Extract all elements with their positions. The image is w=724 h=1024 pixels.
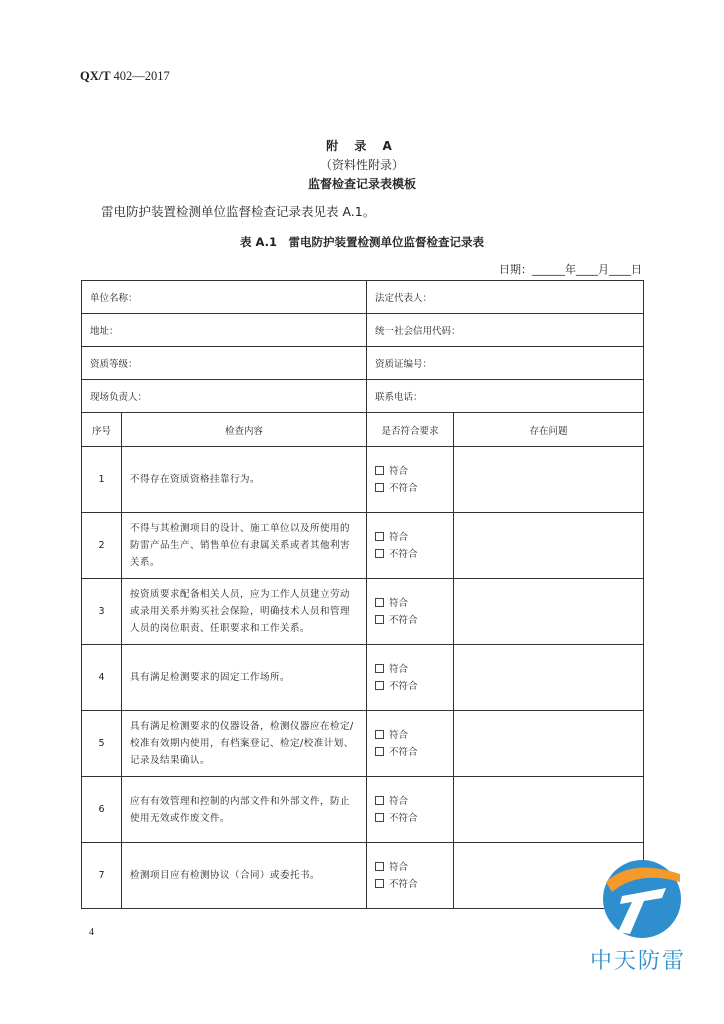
annex-title: 附 录 A (326, 139, 398, 153)
checkbox-icon[interactable] (375, 730, 384, 739)
info-cell: 单位名称： (82, 281, 367, 314)
issues-cell[interactable] (454, 447, 644, 513)
option-label: 符合 (389, 795, 409, 807)
issues-cell[interactable] (454, 777, 644, 843)
table-row (82, 579, 644, 645)
option-label: 不符合 (389, 614, 418, 626)
checkbox-icon[interactable] (375, 796, 384, 805)
option-yes[interactable] (375, 793, 453, 810)
column-header-seq: 序号 (82, 413, 122, 447)
issues-cell[interactable] (454, 645, 644, 711)
table-caption: 表 A.1 雷电防护装置检测单位监督检查记录表 (240, 235, 484, 249)
option-no[interactable] (375, 612, 453, 629)
row-content: 按资质要求配备相关人员，应为工作人员建立劳动或录用关系并购买社会保险，明确技术人员和管理人员的岗位职责、任职要求和工作关系。 (122, 579, 367, 645)
table-row (82, 447, 644, 513)
checkbox-icon[interactable] (375, 483, 384, 492)
option-no[interactable] (375, 546, 453, 563)
checkbox-icon[interactable] (375, 813, 384, 822)
intro-paragraph: 雷电防护装置检测单位监督检查记录表见表 A.1。 (101, 204, 376, 219)
column-header-issues: 存在问题 (454, 413, 644, 447)
option-label: 不符合 (389, 680, 418, 692)
row-seq: 4 (82, 645, 122, 711)
option-label: 符合 (389, 531, 409, 543)
row-seq: 3 (82, 579, 122, 645)
option-label: 符合 (389, 729, 409, 741)
row-content: 不得与其检测项目的设计、施工单位以及所使用的防雷产品生产、销售单位有隶属关系或者其他利害关系。 (122, 513, 367, 579)
option-yes[interactable] (375, 529, 453, 546)
page-number: 4 (89, 927, 94, 938)
row-seq: 5 (82, 711, 122, 777)
standard-prefix: QX/T (80, 69, 111, 83)
checkbox-icon[interactable] (375, 549, 384, 558)
option-label: 不符合 (389, 482, 418, 494)
option-no[interactable] (375, 678, 453, 695)
row-content: 应有有效管理和控制的内部文件和外部文件，防止使用无效或作废文件。 (122, 777, 367, 843)
compliance-cell (367, 579, 454, 645)
inspection-record-table (81, 280, 644, 909)
header-row (82, 413, 644, 447)
standard-number: 402—2017 (113, 69, 170, 83)
row-content: 不得存在资质资格挂靠行为。 (122, 447, 367, 513)
checkbox-icon[interactable] (375, 615, 384, 624)
row-seq: 7 (82, 843, 122, 909)
checkbox-icon[interactable] (375, 598, 384, 607)
compliance-cell (367, 777, 454, 843)
info-row (82, 380, 644, 413)
checkbox-icon[interactable] (375, 466, 384, 475)
row-content: 检测项目应有检测协议（合同）或委托书。 (122, 843, 367, 909)
info-cell: 地址： (82, 314, 367, 347)
info-row (82, 347, 644, 380)
info-cell: 联系电话： (367, 380, 644, 413)
option-no[interactable] (375, 744, 453, 761)
info-cell: 现场负责人： (82, 380, 367, 413)
date-line: 日期：______年____月____日 (499, 263, 642, 276)
info-cell: 资质证编号： (367, 347, 644, 380)
row-seq: 6 (82, 777, 122, 843)
option-no[interactable] (375, 810, 453, 827)
row-seq: 1 (82, 447, 122, 513)
row-seq: 2 (82, 513, 122, 579)
info-cell: 资质等级： (82, 347, 367, 380)
option-label: 符合 (389, 465, 409, 477)
option-yes[interactable] (375, 595, 453, 612)
compliance-cell (367, 843, 454, 909)
option-yes[interactable] (375, 661, 453, 678)
option-label: 不符合 (389, 812, 418, 824)
brand-name: 中天防雷 (590, 949, 687, 974)
option-no[interactable] (375, 876, 453, 893)
compliance-cell (367, 447, 454, 513)
option-yes[interactable] (375, 463, 453, 480)
row-content: 具有满足检测要求的仪器设备，检测仪器应在检定/校准有效期内使用，有档案登记、检定/校准计划、记录及结果确认。 (122, 711, 367, 777)
info-row (82, 281, 644, 314)
option-no[interactable] (375, 480, 453, 497)
option-label: 符合 (389, 597, 409, 609)
standard-code (80, 69, 170, 84)
option-label: 不符合 (389, 746, 418, 758)
info-cell: 统一社会信用代码： (367, 314, 644, 347)
info-cell: 法定代表人： (367, 281, 644, 314)
table-row (82, 711, 644, 777)
compliance-cell (367, 645, 454, 711)
option-label: 不符合 (389, 878, 418, 890)
checkbox-icon[interactable] (375, 879, 384, 888)
annex-subtitle: （资料性附录） (319, 158, 404, 172)
checkbox-icon[interactable] (375, 747, 384, 756)
compliance-cell (367, 711, 454, 777)
option-yes[interactable] (375, 859, 453, 876)
option-label: 不符合 (389, 548, 418, 560)
issues-cell[interactable] (454, 579, 644, 645)
column-header-compliance: 是否符合要求 (367, 413, 454, 447)
issues-cell[interactable] (454, 513, 644, 579)
table-row (82, 645, 644, 711)
annex-heading: 监督检查记录表模板 (307, 177, 416, 191)
checkbox-icon[interactable] (375, 862, 384, 871)
column-header-content: 检查内容 (122, 413, 367, 447)
brand-logo-icon (592, 852, 692, 942)
option-label: 符合 (389, 861, 409, 873)
issues-cell[interactable] (454, 711, 644, 777)
option-yes[interactable] (375, 727, 453, 744)
row-content: 具有满足检测要求的固定工作场所。 (122, 645, 367, 711)
compliance-cell (367, 513, 454, 579)
table-row (82, 513, 644, 579)
option-label: 符合 (389, 663, 409, 675)
info-row (82, 314, 644, 347)
table-row (82, 777, 644, 843)
checkbox-icon[interactable] (375, 664, 384, 673)
table-row (82, 843, 644, 909)
checkbox-icon[interactable] (375, 681, 384, 690)
checkbox-icon[interactable] (375, 532, 384, 541)
